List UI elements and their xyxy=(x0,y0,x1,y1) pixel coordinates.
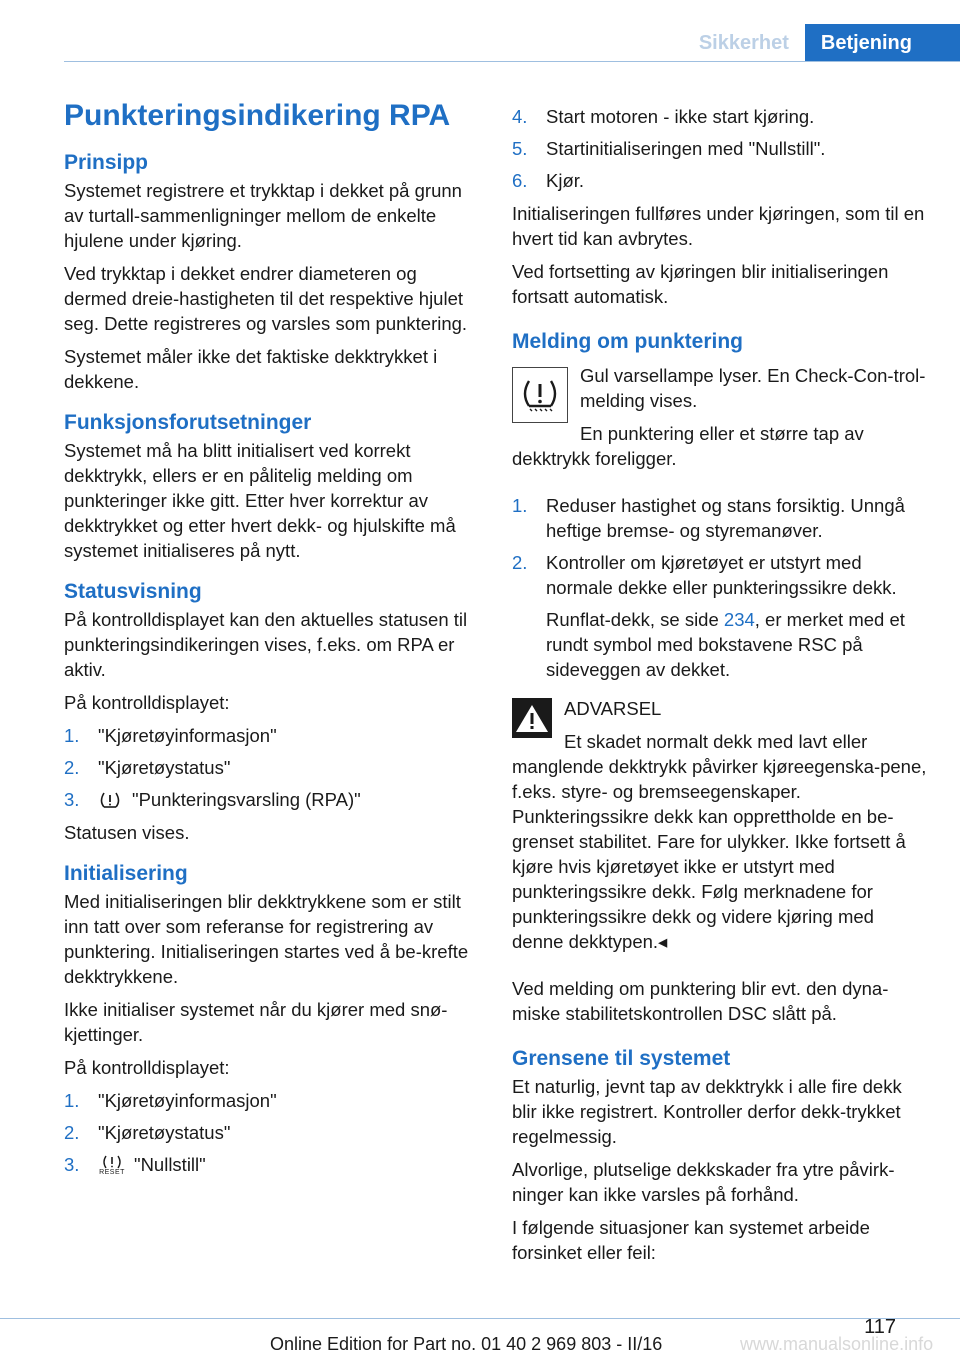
step-text: "Kjøretøyinformasjon" xyxy=(98,1090,277,1111)
step-text: Start motoren - ikke start kjøring. xyxy=(546,106,815,127)
paragraph: Ved trykktap i dekket endrer diameteren og dermed dreie-hastigheten til det respektive hjulet seg. Dette registreres og varsles som punktering. xyxy=(64,263,468,334)
warning-title: ADVARSEL xyxy=(564,698,662,719)
page-link-234[interactable]: 234 xyxy=(723,609,755,630)
step-text: Startinitialiseringen med "Nullstill". xyxy=(546,138,826,159)
step-number: 4. xyxy=(512,106,528,127)
footer-divider xyxy=(0,1318,960,1319)
heading-prinsipp: Prinsipp xyxy=(64,151,149,174)
warning-lamp-icon-box xyxy=(512,367,568,423)
step-text: "Kjøretøystatus" xyxy=(98,757,231,778)
list-item xyxy=(64,1152,480,1177)
step-text: "Punkteringsvarsling (RPA)" xyxy=(132,789,361,810)
warning-notice xyxy=(512,696,928,962)
list-item xyxy=(512,550,928,682)
step-text: Reduser hastighet og stans forsiktig. Unngå heftige bremse- og styremanøver. xyxy=(546,495,905,541)
paragraph: Initialiseringen fullføres under kjøringen, som til en hvert tid kan avbrytes. xyxy=(512,203,925,249)
reset-label: RESET xyxy=(99,1169,125,1177)
step-number: 1. xyxy=(64,725,80,746)
puncture-steps xyxy=(512,493,928,682)
section-tab-sikkerhet[interactable]: Sikkerhet xyxy=(683,24,805,62)
edition-info: Online Edition for Part no. 01 40 2 969 803 - II/16 xyxy=(270,1334,663,1354)
step-number: 1. xyxy=(64,1090,80,1111)
step-text: "Kjøretøystatus" xyxy=(98,1122,231,1143)
page-number: 117 xyxy=(864,1316,896,1338)
step-number: 2. xyxy=(64,1122,80,1143)
list-item xyxy=(512,136,928,161)
tire-pressure-warning-icon xyxy=(518,375,562,415)
heading-melding-om-punktering: Melding om punktering xyxy=(512,330,743,353)
heading-statusvisning: Statusvisning xyxy=(64,580,202,603)
section-tab-betjening[interactable]: Betjening xyxy=(805,24,960,62)
init-steps xyxy=(64,1088,480,1177)
step-number: 5. xyxy=(512,138,528,159)
left-column xyxy=(64,96,480,1185)
warning-text: Et skadet normalt dekk med lavt eller manglende dekktrykk påvirker kjøreegenska-pene, f.eks. styre- og bremseegenskaper. Punkteringssikre dekk kan opprettholde en be-grenset stabilitet. Fare for ulykker. Ikke fortsett å kjøre hvis kjøretøyet ikke er utstyrt med punkteringssikre dekk. Følg merknadene for punkteringssikre dekk og videre kjøring med denne dekktypen.◂ xyxy=(512,731,927,952)
step-text: "Kjøretøyinformasjon" xyxy=(98,725,277,746)
step-number: 2. xyxy=(64,757,80,778)
watermark: www.manualsonline.info xyxy=(740,1334,934,1354)
init-steps-continued xyxy=(512,104,928,193)
paragraph: Gul varsellampe lyser. En Check-Con-trol-melding vises. xyxy=(580,365,926,411)
step-number: 2. xyxy=(512,552,528,573)
heading-initialisering: Initialisering xyxy=(64,862,188,885)
status-steps xyxy=(64,723,480,812)
page-header xyxy=(683,24,960,62)
heading-grensene-til-systemet: Grensene til systemet xyxy=(512,1047,731,1070)
paragraph: Statusen vises. xyxy=(64,822,190,843)
list-item xyxy=(512,104,928,129)
paragraph: Systemet måler ikke det faktiske dekktrykket i dekkene. xyxy=(64,346,438,392)
paragraph: Systemet registrere et trykktap i dekket på grunn av turtall-sammenligninger mellom de enkelte hjulene under kjøring. xyxy=(64,180,462,251)
right-column xyxy=(512,96,928,1273)
tire-pressure-reset-icon xyxy=(98,1155,126,1177)
paragraph: På kontrolldisplayet: xyxy=(64,1057,230,1078)
paragraph: På kontrolldisplayet: xyxy=(64,692,230,713)
list-item xyxy=(64,723,480,748)
list-item xyxy=(64,1088,480,1113)
runflat-note: Runflat-dekk, se side 234, er merket med et rundt symbol med bokstavene RSC på sideveggen av dekket. xyxy=(546,609,905,680)
heading-funksjonsforutsetninger: Funksjonsforutsetninger xyxy=(64,411,312,434)
step-text: Kontroller om kjøretøyet er utstyrt med normale dekke eller punkteringssikre dekk. xyxy=(546,552,897,598)
paragraph: Med initialiseringen blir dekktrykkene som er stilt inn tatt over som referanse for registrering av punktering. Initialiseringen startes ved å be-krefte dekktrykkene. xyxy=(64,891,469,987)
step-number: 3. xyxy=(64,1154,80,1175)
paragraph: Et naturlig, jevnt tap av dekktrykk i alle fire dekk blir ikke registrert. Kontroller derfor dekk-trykket regelmessig. xyxy=(512,1076,902,1147)
step-number: 3. xyxy=(64,789,80,810)
paragraph: Ved melding om punktering blir evt. den dyna-miske stabilitetskontrollen DSC slått på. xyxy=(512,978,889,1024)
list-item xyxy=(64,1120,480,1145)
step-number: 6. xyxy=(512,170,528,191)
step-number: 1. xyxy=(512,495,528,516)
paragraph: Ikke initialiser systemet når du kjører med snø-kjettinger. xyxy=(64,999,448,1045)
paragraph: En punktering eller et større tap av dekktrykk foreligger. xyxy=(512,423,864,469)
warning-triangle-icon xyxy=(512,698,552,738)
page-title: Punkteringsindikering RPA xyxy=(64,99,451,132)
tire-pressure-warning-icon xyxy=(98,791,122,811)
paragraph: I følgende situasjoner kan systemet arbeide forsinket eller feil: xyxy=(512,1217,870,1263)
list-item xyxy=(512,168,928,193)
paragraph: På kontrolldisplayet kan den aktuelles statusen til punkteringsindikeringen vises, f.eks. om RPA er aktiv. xyxy=(64,609,468,680)
warning-lamp-section xyxy=(512,363,928,479)
list-item xyxy=(512,493,928,543)
step-text: Kjør. xyxy=(546,170,585,191)
paragraph: Ved fortsetting av kjøringen blir initialiseringen fortsatt automatisk. xyxy=(512,261,889,307)
list-item xyxy=(64,787,480,812)
step-text: "Nullstill" xyxy=(134,1154,206,1175)
list-item xyxy=(64,755,480,780)
paragraph: Systemet må ha blitt initialisert ved korrekt dekktrykk, ellers er en pålitelig melding om punkteringer ikke gitt. Etter hver korrektur av dekktrykket og etter hvert dekk- og hjulskifte må systemet initialiseres på nytt. xyxy=(64,440,456,561)
header-divider xyxy=(64,61,960,62)
paragraph: Alvorlige, plutselige dekkskader fra ytre påvirk-ninger kan ikke varsles på forhånd. xyxy=(512,1159,895,1205)
